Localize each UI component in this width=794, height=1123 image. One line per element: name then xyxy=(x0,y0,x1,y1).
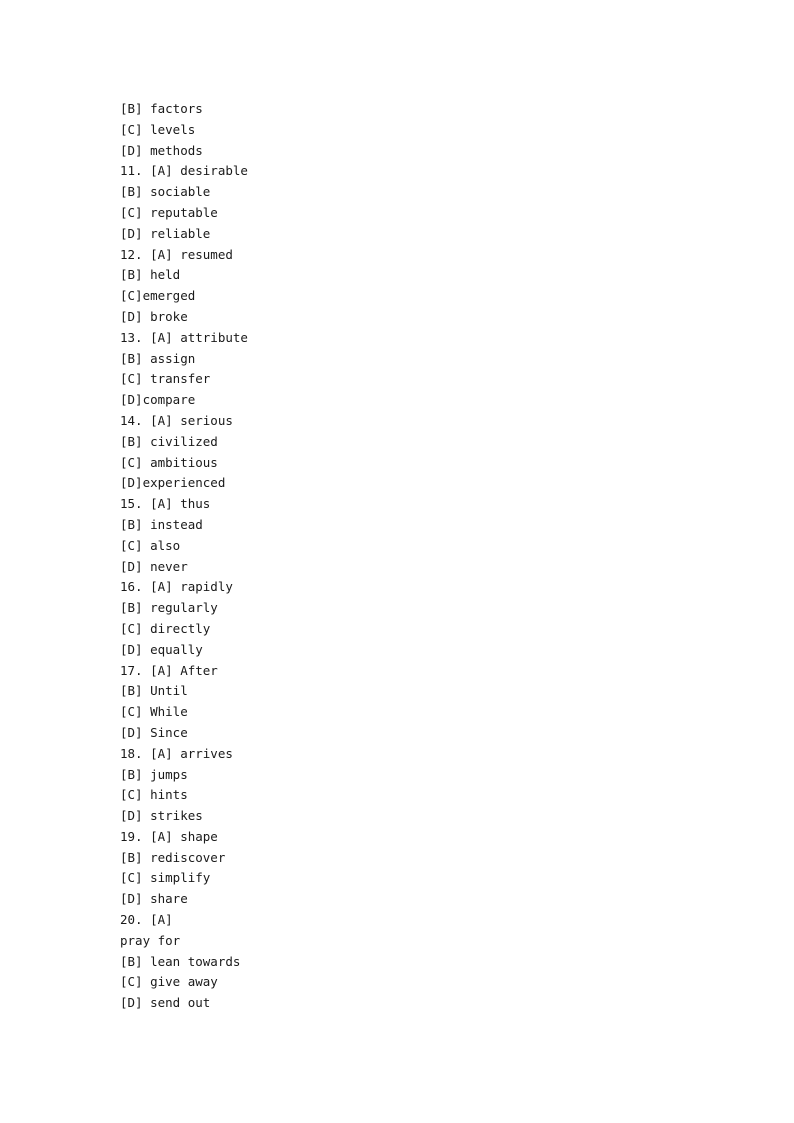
text-line: [B] jumps xyxy=(120,766,188,782)
text-line: [D] share xyxy=(120,891,188,907)
text-line: [C] levels xyxy=(120,121,196,137)
text-line: [C]emerged xyxy=(120,288,196,304)
text-line: [B] rediscover xyxy=(120,849,226,865)
text-line: [C] hints xyxy=(120,787,188,803)
answer-options-list xyxy=(120,99,720,1014)
text-line: 12. [A] resumed xyxy=(120,246,233,262)
text-line: [C] give away xyxy=(120,974,218,990)
text-line: [D] strikes xyxy=(120,808,203,824)
text-line: [C] simplify xyxy=(120,870,211,886)
text-line: [D] equally xyxy=(120,641,203,657)
text-line: [C] also xyxy=(120,537,181,553)
text-line: 17. [A] After xyxy=(120,662,218,678)
text-line: [D] never xyxy=(120,558,188,574)
text-line: [C] While xyxy=(120,704,188,720)
text-line: 20. [A] xyxy=(120,912,173,928)
text-line: 16. [A] rapidly xyxy=(120,579,233,595)
text-line: 14. [A] serious xyxy=(120,412,233,428)
text-line: [B] held xyxy=(120,267,181,283)
text-line: [D] Since xyxy=(120,724,188,740)
text-line: [B] lean towards xyxy=(120,953,241,969)
text-line: [C] transfer xyxy=(120,371,211,387)
text-line: [C] ambitious xyxy=(120,454,218,470)
text-line: [B] sociable xyxy=(120,184,211,200)
text-line: [D]compare xyxy=(120,392,196,408)
text-line: [B] instead xyxy=(120,516,203,532)
text-line: [D] reliable xyxy=(120,225,211,241)
text-line: 13. [A] attribute xyxy=(120,329,248,345)
text-line: [C] directly xyxy=(120,620,211,636)
text-line: [C] reputable xyxy=(120,204,218,220)
text-line: [D] broke xyxy=(120,308,188,324)
text-line: [B] Until xyxy=(120,683,188,699)
text-line: [D] methods xyxy=(120,142,203,158)
text-line: 18. [A] arrives xyxy=(120,745,233,761)
text-line: [B] regularly xyxy=(120,600,218,616)
text-line: 11. [A] desirable xyxy=(120,163,248,179)
text-line: [B] factors xyxy=(120,101,203,116)
text-line: 19. [A] shape xyxy=(120,828,218,844)
text-line: pray for xyxy=(120,932,181,948)
text-line: [B] civilized xyxy=(120,433,218,449)
text-line: [D]experienced xyxy=(120,475,226,491)
text-line: [D] send out xyxy=(120,995,211,1011)
text-line: [B] assign xyxy=(120,350,196,366)
text-line: 15. [A] thus xyxy=(120,496,211,512)
